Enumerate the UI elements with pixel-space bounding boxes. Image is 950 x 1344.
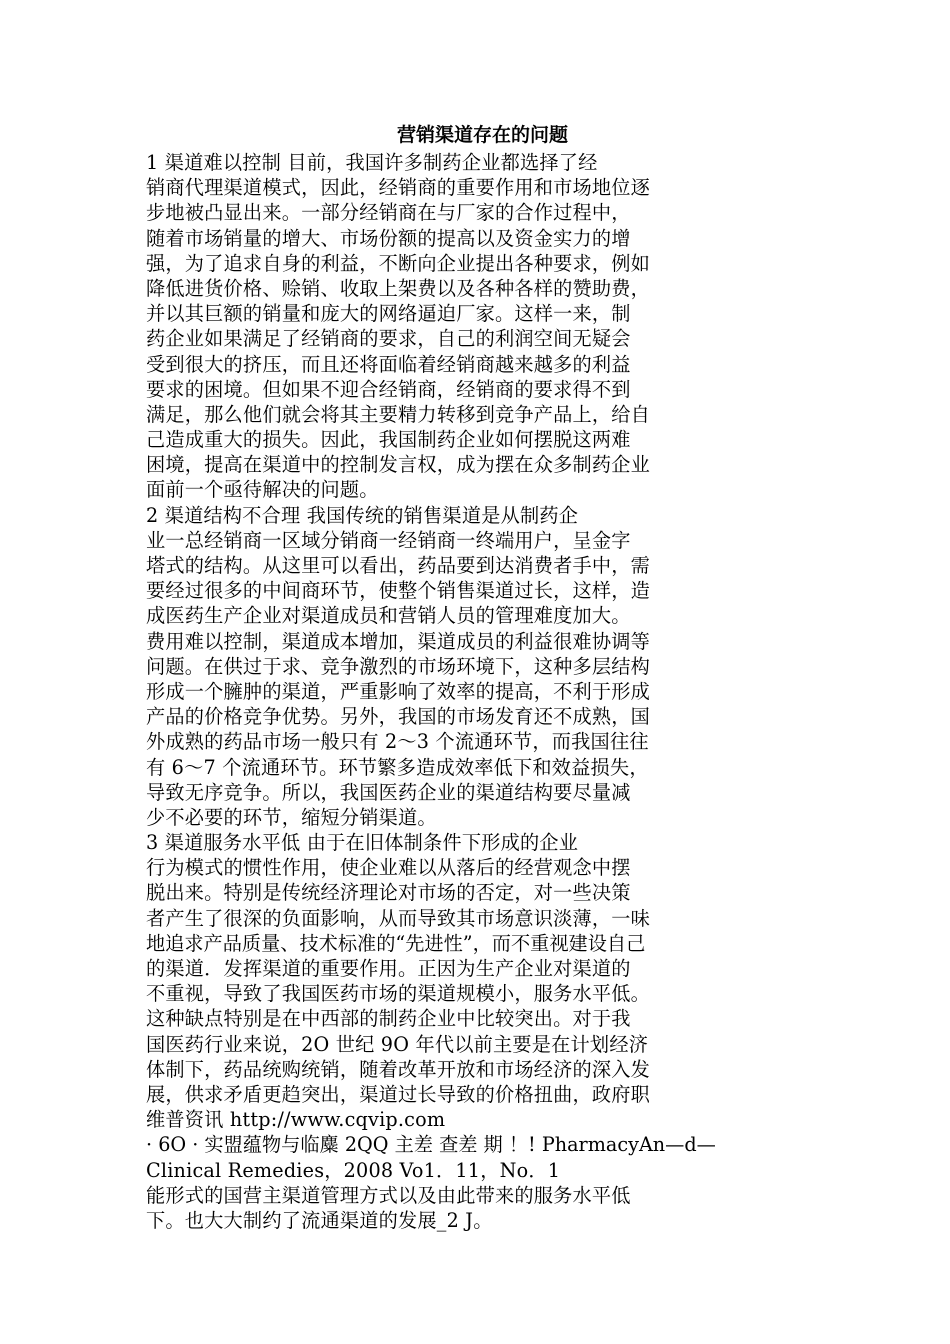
- body-text-line: 销商代理渠道模式，因此，经销商的重要作用和市场地位逐: [146, 176, 651, 200]
- body-text-line: 能形式的国营主渠道管理方式以及由此带来的服务水平低: [146, 1183, 631, 1207]
- body-text-line: 的渠道．发挥渠道的重要作用。正因为生产企业对渠道的: [146, 957, 631, 980]
- body-text-line: 少不必要的环节，缩短分销渠道。: [146, 805, 437, 829]
- body-text-line: 药企业如果满足了经销商的要求，自己的利润空间无疑会: [146, 327, 631, 351]
- body-text-line: 成医药生产企业对渠道成员和营销人员的管理难度加大。: [146, 604, 631, 628]
- body-text-line: 要求的困境。但如果不迎合经销商，经销商的要求得不到: [146, 377, 631, 401]
- body-text-line: 费用难以控制，渠道成本增加，渠道成员的利益很难协调等: [146, 629, 651, 653]
- body-text-line: 国医药行业来说，2O 世纪 9O 年代以前主要是在计划经济: [146, 1032, 649, 1056]
- document-title: 营销渠道存在的问题: [397, 124, 569, 146]
- body-text-line: 随着市场销量的增大、市场份额的提高以及资金实力的增: [146, 226, 631, 250]
- body-text-line: 强，为了追求自身的利益，不断向企业提出各种要求，例如: [146, 251, 651, 275]
- body-text-line: 受到很大的挤压，而且还将面临着经销商越来越多的利益: [146, 352, 631, 376]
- body-text-line: 地追求产品质量、技术标准的“先进性”，而不重视建设自己: [146, 931, 646, 955]
- body-text-line: 产品的价格竞争优势。另外，我国的市场发育还不成熟，国: [146, 705, 651, 729]
- body-text-line: 形成一个臃肿的渠道，严重影响了效率的提高，不利于形成: [146, 679, 651, 703]
- body-text-line: 要经过很多的中间商环节，使整个销售渠道过长，这样，造: [146, 579, 651, 603]
- body-text-line: 不重视，导致了我国医药市场的渠道规模小，服务水平低。: [146, 982, 651, 1006]
- body-text-line: 问题。在供过于求、竞争激烈的市场环境下，这种多层结构: [146, 654, 651, 678]
- document-body: [146, 150, 826, 1233]
- body-text-line: 脱出来。特别是传统经济理论对市场的否定，对一些决策: [146, 881, 631, 905]
- body-text-line: 导致无序竞争。所以，我国医药企业的渠道结构要尽量减: [146, 780, 631, 804]
- body-text-line: 面前一个亟待解决的问题。: [146, 478, 379, 502]
- body-text-line: 有 6～7 个流通环节。环节繁多造成效率低下和效益损失，: [146, 755, 649, 779]
- body-text-line: 2 渠道结构不合理 我国传统的销售渠道是从制药企: [146, 503, 579, 527]
- body-text-line: 困境，提高在渠道中的控制发言权，成为摆在众多制药企业: [146, 453, 651, 477]
- body-text-line: 满足，那么他们就会将其主要精力转移到竞争产品上，给自: [146, 402, 651, 426]
- body-text-line: 步地被凸显出来。一部分经销商在与厂家的合作过程中，: [146, 201, 631, 225]
- body-text-line: 塔式的结构。从这里可以看出，药品要到达消费者手中，需: [146, 554, 651, 577]
- body-text-line: · 6O · 实盟蕴物与临麋 2QQ 主差 查差 期 ！! PharmacyAn—d—: [146, 1133, 716, 1157]
- body-text-line: 这种缺点特别是在中西部的制药企业中比较突出。对于我: [146, 1007, 631, 1031]
- body-text-line: 行为模式的惯性作用，使企业难以从落后的经营观念中摆: [146, 856, 631, 880]
- body-text-line: 降低进货价格、赊销、收取上架费以及各种各样的赞助费，: [146, 276, 651, 300]
- body-text-line: 外成熟的药品市场一般只有 2～3 个流通环节，而我国往往: [146, 730, 649, 754]
- body-text-line: 展，供求矛盾更趋突出，渠道过长导致的价格扭曲，政府职: [146, 1082, 651, 1106]
- body-text-line: Clinical Remedies，2008 Vo1．11，No．1: [146, 1158, 561, 1182]
- body-text-line: 己造成重大的损失。因此，我国制药企业如何摆脱这两难: [146, 428, 631, 452]
- body-text-line: 1 渠道难以控制 目前，我国许多制药企业都选择了经: [146, 151, 598, 174]
- body-text-line: 并以其巨额的销量和庞大的网络逼迫厂家。这样一来，制: [146, 302, 631, 326]
- body-text-line: 体制下，药品统购统销，随着改革开放和市场经济的深入发: [146, 1057, 651, 1081]
- body-text-line: 业一总经销商一区域分销商一经销商一终端用户，呈金字: [146, 528, 631, 552]
- body-text-line: 下。也大大制约了流通渠道的发展_2 J。: [146, 1208, 493, 1232]
- body-text-line: 维普资讯 http://www.cqvip.com: [146, 1108, 446, 1132]
- body-text-line: 3 渠道服务水平低 由于在旧体制条件下形成的企业: [146, 831, 579, 855]
- body-text-line: 者产生了很深的负面影响，从而导致其市场意识淡薄，一味: [146, 906, 651, 930]
